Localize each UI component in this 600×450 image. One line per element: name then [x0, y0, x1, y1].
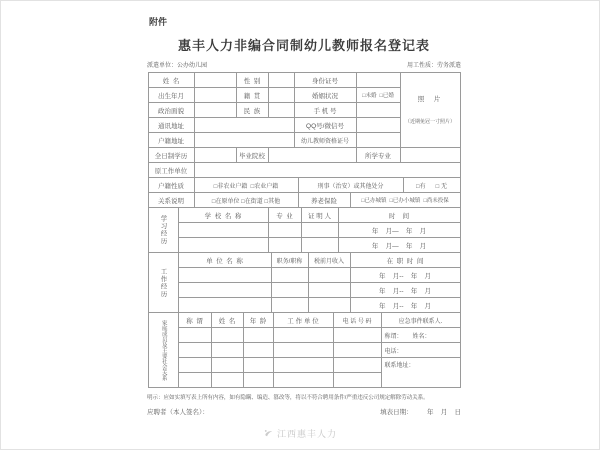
- mobile-label: 手 机 号: [294, 103, 356, 118]
- work-title-cell: [271, 268, 308, 283]
- row-hukou-type: [148, 178, 460, 193]
- hukou-type-checkboxes: □非农业户籍 □农业户籍: [194, 178, 298, 193]
- work-income-cell: [308, 283, 350, 298]
- study-school-cell: [178, 238, 268, 253]
- political-value-cell: [194, 103, 236, 118]
- study-row-1: [148, 223, 460, 238]
- mobile-value-cell: [356, 103, 400, 118]
- work-title-cell: [271, 283, 308, 298]
- work-header-row: [148, 253, 460, 268]
- marital-label: 婚姻状况: [294, 88, 356, 103]
- gender-value-cell: [268, 73, 294, 88]
- family-relation-cell: [178, 328, 211, 343]
- work-col-income: 税前月收入: [308, 253, 350, 268]
- work-period-cell: 年 月-- 年 月: [350, 283, 460, 298]
- family-age-cell: [243, 343, 273, 358]
- family-col-unit: 工 作 单 位: [273, 313, 333, 328]
- family-section-label: 家庭成员及主要社会关系: [148, 313, 178, 388]
- family-unit-cell: [273, 343, 333, 358]
- study-section-label: 学习经历: [148, 208, 178, 253]
- work-period-cell: 年 月-- 年 月: [350, 268, 460, 283]
- teacher-cert-value-cell: [356, 133, 400, 148]
- hukou-address-value-cell: [194, 133, 294, 148]
- address-value-cell: [194, 118, 294, 133]
- employment-nature-label: 用工性质：劳务派遣: [406, 63, 461, 69]
- family-unit-cell: [273, 373, 333, 388]
- family-col-relation: 称 谓: [178, 313, 211, 328]
- study-col-time: 时 间: [338, 208, 460, 223]
- family-col-name: 姓 名: [211, 313, 243, 328]
- pension-checkboxes: □已办城镇 □已办小城镇 □尚未投保: [350, 193, 460, 208]
- ethnicity-label: 民 族: [236, 103, 268, 118]
- ethnicity-value-cell: [268, 103, 294, 118]
- study-experience-table: [148, 207, 461, 253]
- study-row-2: [148, 238, 460, 253]
- family-col-age: 年 龄: [243, 313, 273, 328]
- family-name-cell: [211, 343, 243, 358]
- family-relation-cell: [178, 373, 211, 388]
- address-label: 通讯地址: [148, 118, 194, 133]
- work-row-3: [148, 298, 460, 313]
- row-relation-pension: [148, 193, 460, 208]
- study-header-row: [148, 208, 460, 223]
- form-sheet: [145, 15, 463, 416]
- native-place-label: 籍 贯: [236, 88, 268, 103]
- study-major-cell: [268, 223, 301, 238]
- college-value-cell: [268, 148, 356, 163]
- former-employer-value-cell: [194, 163, 460, 178]
- political-label: 政治面貌: [148, 103, 194, 118]
- photo-title: 照 片: [417, 95, 443, 103]
- emergency-contact-line3: 联系地址：: [381, 358, 460, 388]
- row-education: [148, 148, 460, 163]
- signature-row: [147, 407, 461, 416]
- qq-wechat-label: QQ号/微信号: [294, 118, 356, 133]
- fill-date-label: 填表日期： 年 月 日: [380, 409, 461, 416]
- birth-value-cell: [194, 88, 236, 103]
- form-note: 明示：应如实填写表上所有内容，如有隐瞒、编造、篡改等，将以不符合聘用条件/严重违反公司规定解除劳动关系。: [147, 395, 429, 401]
- study-witness-cell: [301, 223, 338, 238]
- education-label: 全日制学历: [148, 148, 194, 163]
- study-col-witness: 证 明 人: [301, 208, 338, 223]
- family-row-2: [148, 343, 460, 358]
- family-col-phone: 电 话 号 码: [333, 313, 381, 328]
- family-phone-cell: [333, 373, 381, 388]
- work-income-cell: [308, 268, 350, 283]
- work-period-cell: 年 月-- 年 月: [350, 298, 460, 313]
- study-period-cell: 年 月— 年 月: [338, 223, 460, 238]
- study-period-cell: 年 月— 年 月: [338, 238, 460, 253]
- relation-checkboxes: □在原单位 □在街道 □其他: [194, 193, 298, 208]
- family-phone-cell: [333, 358, 381, 373]
- marital-checkboxes: □未婚 □已婚: [356, 88, 400, 103]
- family-phone-cell: [333, 328, 381, 343]
- work-row-1: [148, 268, 460, 283]
- relation-note-label: 关系说明: [148, 193, 194, 208]
- native-place-value-cell: [268, 88, 294, 103]
- row-former-employer: [148, 163, 460, 178]
- criminal-label: 刑事（治安）或其他处分: [298, 178, 403, 193]
- family-relation-cell: [178, 343, 211, 358]
- family-name-cell: [211, 328, 243, 343]
- emergency-contact-line2: 电话：: [381, 343, 460, 358]
- work-col-unit: 单 位 名 称: [178, 253, 271, 268]
- family-age-cell: [243, 328, 273, 343]
- row-name: [148, 73, 460, 88]
- family-phone-cell: [333, 343, 381, 358]
- family-unit-cell: [273, 358, 333, 373]
- family-relation-cell: [178, 358, 211, 373]
- hukou-address-label: 户籍地址: [148, 133, 194, 148]
- criminal-checkboxes: □有 □ 无: [403, 178, 460, 193]
- study-witness-cell: [301, 238, 338, 253]
- hukou-type-label: 户籍性质: [148, 178, 194, 193]
- major-value-cell: [400, 148, 460, 163]
- work-col-tenure: 在 职 时 间: [350, 253, 460, 268]
- applicant-signature-label: 应聘者（本人签名）：: [147, 409, 209, 416]
- education-value-cell: [194, 148, 236, 163]
- id-number-label: 身份证号: [294, 73, 356, 88]
- family-unit-cell: [273, 328, 333, 343]
- watermark-text: 江西惠丰人力: [276, 429, 337, 439]
- emergency-contact-line1: 称谓： 姓名：: [381, 328, 460, 343]
- hukou-criminal-table: [148, 177, 461, 193]
- personal-info-table: [148, 72, 461, 163]
- form-title: 惠丰人力非编合同制幼儿教师报名登记表: [177, 38, 430, 53]
- family-table: [148, 312, 461, 388]
- work-title-cell: [271, 298, 308, 313]
- college-label: 毕业院校: [236, 148, 268, 163]
- former-employer-table: [148, 162, 461, 178]
- family-age-cell: [243, 358, 273, 373]
- work-unit-cell: [178, 268, 271, 283]
- name-label: 姓 名: [148, 73, 194, 88]
- work-income-cell: [308, 298, 350, 313]
- relation-pension-table: [148, 192, 461, 208]
- dispatch-unit-label: 派遣单位：公办幼儿园: [147, 63, 208, 69]
- id-number-value-cell: [356, 73, 400, 88]
- study-col-major: 专 业: [268, 208, 301, 223]
- family-row-1: [148, 328, 460, 343]
- huifeng-logo-icon: [263, 428, 274, 439]
- gender-label: 性 别: [236, 73, 268, 88]
- family-col-emergency: 应急事件联系人.: [381, 313, 460, 328]
- photo-box: [400, 73, 460, 148]
- work-unit-cell: [178, 298, 271, 313]
- family-row-3: [148, 358, 460, 373]
- family-name-cell: [211, 358, 243, 373]
- teacher-cert-label: 幼儿教师资格证号: [294, 133, 356, 148]
- work-row-2: [148, 283, 460, 298]
- qq-wechat-value-cell: [356, 118, 400, 133]
- work-experience-table: [148, 252, 461, 313]
- study-major-cell: [268, 238, 301, 253]
- major-label: 所学专业: [356, 148, 400, 163]
- family-header-row: [148, 313, 460, 328]
- study-school-cell: [178, 223, 268, 238]
- family-age-cell: [243, 373, 273, 388]
- watermark: [1, 427, 599, 440]
- attachment-label: 附件: [149, 17, 168, 27]
- form-meta-row: [147, 60, 461, 69]
- family-name-cell: [211, 373, 243, 388]
- work-col-title: 职务/职称: [271, 253, 308, 268]
- name-value-cell: [194, 73, 236, 88]
- pension-label: 养老保险: [298, 193, 350, 208]
- study-col-school: 学 校 名 称: [178, 208, 268, 223]
- work-section-label: 工作经历: [148, 253, 178, 313]
- work-unit-cell: [178, 283, 271, 298]
- former-employer-label: 原工作单位: [148, 163, 194, 178]
- photo-note: （近期免冠一寸照片）: [404, 118, 455, 125]
- birth-label: 出生年月: [148, 88, 194, 103]
